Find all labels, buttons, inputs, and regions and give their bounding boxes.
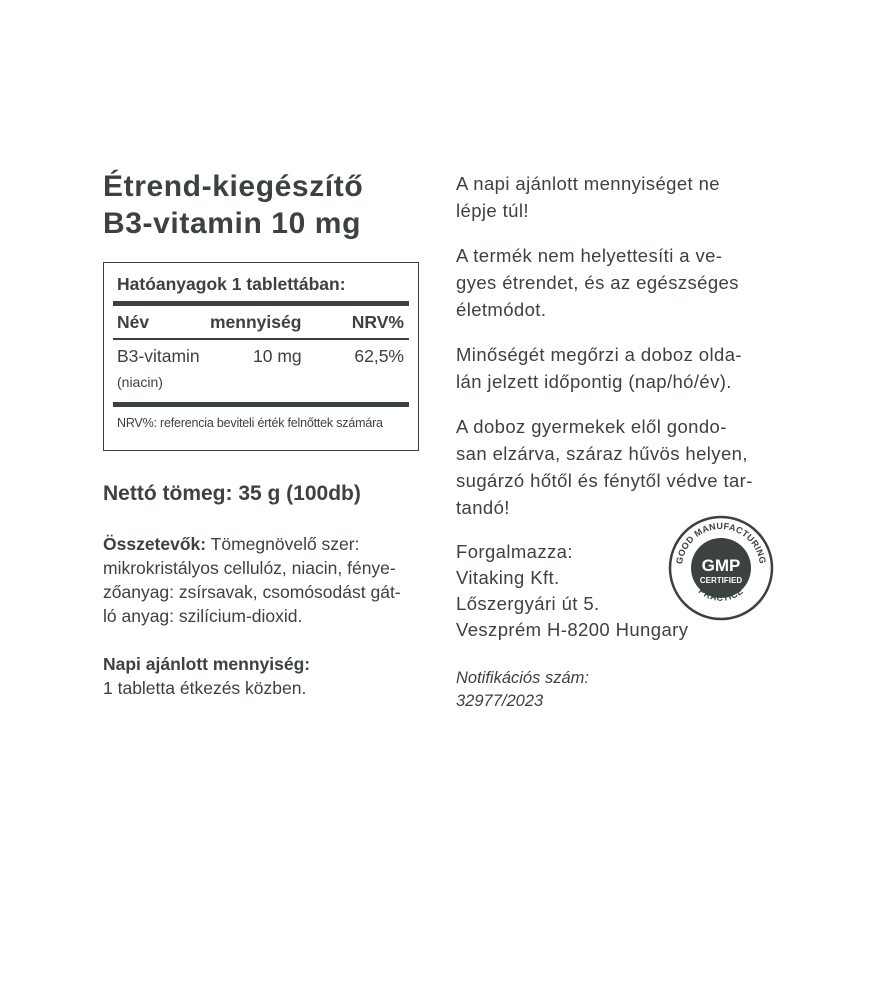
- net-weight: Nettó tömeg: 35 g (100db): [103, 482, 361, 505]
- text-line: életmódot.: [456, 299, 547, 320]
- notification: [456, 667, 781, 713]
- distributor-city: Veszprém H-8200 Hungary: [456, 619, 689, 640]
- nutrition-footnote: NRV%: referencia beviteli érték felnőttek számára: [117, 415, 383, 430]
- text-line: gyes étrendet, és az egészséges: [456, 272, 739, 293]
- daily-label: Napi ajánlott mennyiség:: [103, 654, 311, 674]
- text-line: lán jelzett időpontig (nap/hó/év).: [456, 371, 732, 392]
- left-column: [103, 168, 423, 700]
- row-subname: (niacin): [117, 373, 163, 390]
- text-line: sugárzó hőtől és fénytől védve tar-: [456, 470, 753, 491]
- table-rule-thick-bottom: [113, 402, 409, 407]
- col-amount: mennyiség: [210, 312, 302, 332]
- title-line-2: B3-vitamin 10 mg: [103, 207, 362, 240]
- distributor-label: Forgalmazza:: [456, 541, 573, 562]
- nutrition-table: [103, 262, 419, 451]
- product-title: [103, 168, 423, 242]
- col-name: Név: [117, 312, 150, 332]
- notification-number: 32977/2023: [456, 692, 544, 710]
- warning-diet: [456, 242, 781, 323]
- row-amount: 10 mg: [253, 345, 302, 366]
- notification-label: Notifikációs szám:: [456, 669, 589, 687]
- warning-dose: [456, 170, 781, 224]
- badge-top-text: GOOD MANUFACTURING: [674, 520, 768, 565]
- badge-sub-text: CERTIFIED: [699, 576, 743, 585]
- row-name: B3-vitamin: [117, 345, 200, 366]
- ingredients-line-3: zőanyag: zsírsavak, csomósodást gát-: [103, 582, 401, 602]
- ingredients-line-4: ló anyag: szilícium-dioxid.: [103, 606, 303, 626]
- best-before: [456, 341, 781, 395]
- right-column: [456, 170, 781, 713]
- table-header-row: [113, 306, 409, 338]
- distributor-street: Lőszergyári út 5.: [456, 593, 600, 614]
- daily-text: 1 tabletta étkezés közben.: [103, 678, 307, 698]
- text-line: A termék nem helyettesíti a ve-: [456, 245, 723, 266]
- ingredients: [103, 532, 423, 628]
- daily-dose: [103, 652, 423, 700]
- table-row: [113, 340, 409, 400]
- ingredients-line-2: mikrokristályos cellulóz, niacin, fénye-: [103, 558, 396, 578]
- distributor-name: Vitaking Kft.: [456, 567, 560, 588]
- badge-main-text: GMP: [701, 556, 741, 575]
- nutrition-heading: Hatóanyagok 1 tablettában:: [117, 274, 346, 294]
- text-line: san elzárva, száraz hűvös helyen,: [456, 443, 748, 464]
- ingredients-line-1: Tömegnövelő szer:: [206, 534, 360, 554]
- text-line: A napi ajánlott mennyiséget ne: [456, 173, 720, 194]
- title-line-1: Étrend-kiegészítő: [103, 170, 364, 203]
- text-line: tandó!: [456, 497, 510, 518]
- gmp-certified-badge: [668, 515, 774, 621]
- text-line: Minőségét megőrzi a doboz olda-: [456, 344, 742, 365]
- text-line: A doboz gyermekek elől gondo-: [456, 416, 727, 437]
- ingredients-label: Összetevők:: [103, 534, 207, 554]
- col-nrv: NRV%: [351, 312, 404, 332]
- row-nrv: 62,5%: [354, 345, 404, 366]
- storage-instructions: [456, 413, 781, 521]
- text-line: lépje túl!: [456, 200, 529, 221]
- badge-bottom-text: PRACTICE: [696, 585, 746, 603]
